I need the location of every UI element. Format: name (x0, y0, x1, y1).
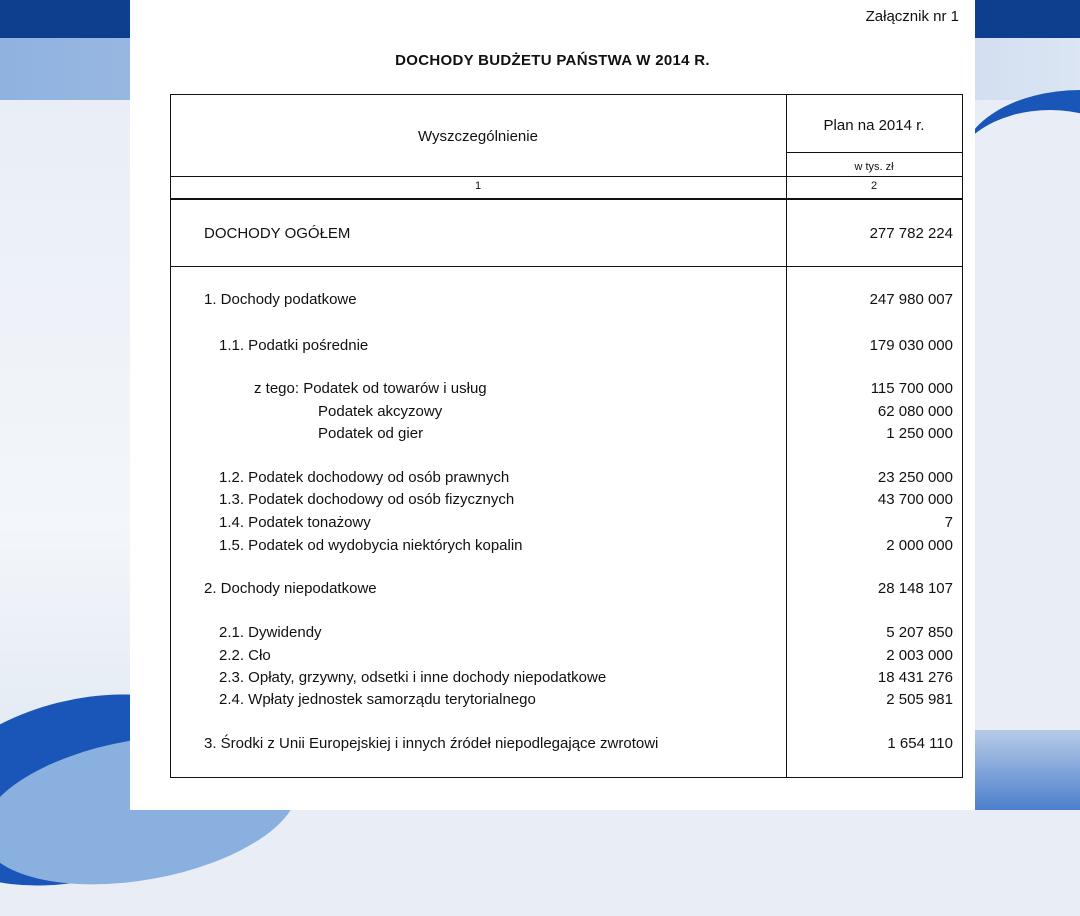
table-unit-divider (786, 152, 962, 153)
table-row-label: 1.2. Podatek dochodowy od osób prawnych (219, 469, 510, 486)
table-row-value: 23 250 000 (877, 469, 953, 486)
column-number-2: 2 (870, 180, 878, 192)
table-row-value: 179 030 000 (869, 337, 953, 354)
table-row-value: 2 000 000 (886, 537, 953, 554)
header-description: Wyszczególnienie (418, 128, 538, 145)
table-border-bottom (170, 777, 962, 778)
table-row-label: z tego: Podatek od towarów i usług (254, 380, 487, 397)
table-row-label: 2.3. Opłaty, grzywny, odsetki i inne dochody niepodatkowe (219, 669, 607, 686)
total-value: 277 782 224 (869, 225, 953, 242)
document-page (130, 0, 975, 810)
table-row-label: 1.5. Podatek od wydobycia niektórych kopalin (219, 537, 523, 554)
document-title: DOCHODY BUDŻETU PAŃSTWA W 2014 R. (395, 52, 710, 69)
table-row-label: 2.4. Wpłaty jednostek samorządu terytorialnego (219, 691, 536, 708)
table-row-label: 1.3. Podatek dochodowy od osób fizycznych (219, 491, 515, 508)
table-border-right (962, 94, 963, 778)
table-row-value: 247 980 007 (869, 291, 953, 308)
annex-label: Załącznik nr 1 (865, 8, 959, 25)
table-total-divider (170, 266, 962, 267)
table-row-value: 62 080 000 (877, 403, 953, 420)
table-row-label: 1.1. Podatki pośrednie (219, 337, 369, 354)
table-row-value: 2 505 981 (886, 691, 953, 708)
background-corner-bottom-right (970, 730, 1080, 810)
table-row-label: Podatek od gier (318, 425, 424, 442)
table-row-label: 1. Dochody podatkowe (204, 291, 357, 308)
revenue-table (170, 94, 962, 778)
table-row-label: 2.2. Cło (219, 647, 271, 664)
table-row-value: 1 250 000 (886, 425, 953, 442)
table-row-label: 3. Środki z Unii Europejskiej i innych źródeł niepodlegające zwrotowi (204, 735, 659, 752)
table-border-left (170, 94, 171, 778)
table-row-value: 2 003 000 (886, 647, 953, 664)
table-row-value: 18 431 276 (877, 669, 953, 686)
table-border-top (170, 94, 962, 95)
table-row-label: Podatek akcyzowy (318, 403, 443, 420)
header-plan: Plan na 2014 r. (823, 117, 925, 134)
table-row-label: 2.1. Dywidendy (219, 624, 322, 641)
column-number-1: 1 (474, 180, 482, 192)
table-header-divider (170, 176, 962, 177)
total-label: DOCHODY OGÓŁEM (204, 225, 351, 242)
table-row-label: 2. Dochody niepodatkowe (204, 580, 377, 597)
table-row-value: 5 207 850 (886, 624, 953, 641)
header-unit: w tys. zł (854, 161, 894, 173)
table-row-value: 115 700 000 (870, 380, 953, 397)
table-row-value: 1 654 110 (887, 735, 953, 752)
table-column-divider (786, 94, 787, 778)
table-row-value: 7 (944, 514, 953, 531)
table-row-label: 1.4. Podatek tonażowy (219, 514, 371, 531)
table-colnum-divider (170, 198, 962, 200)
table-row-value: 28 148 107 (877, 580, 953, 597)
table-row-value: 43 700 000 (877, 491, 953, 508)
